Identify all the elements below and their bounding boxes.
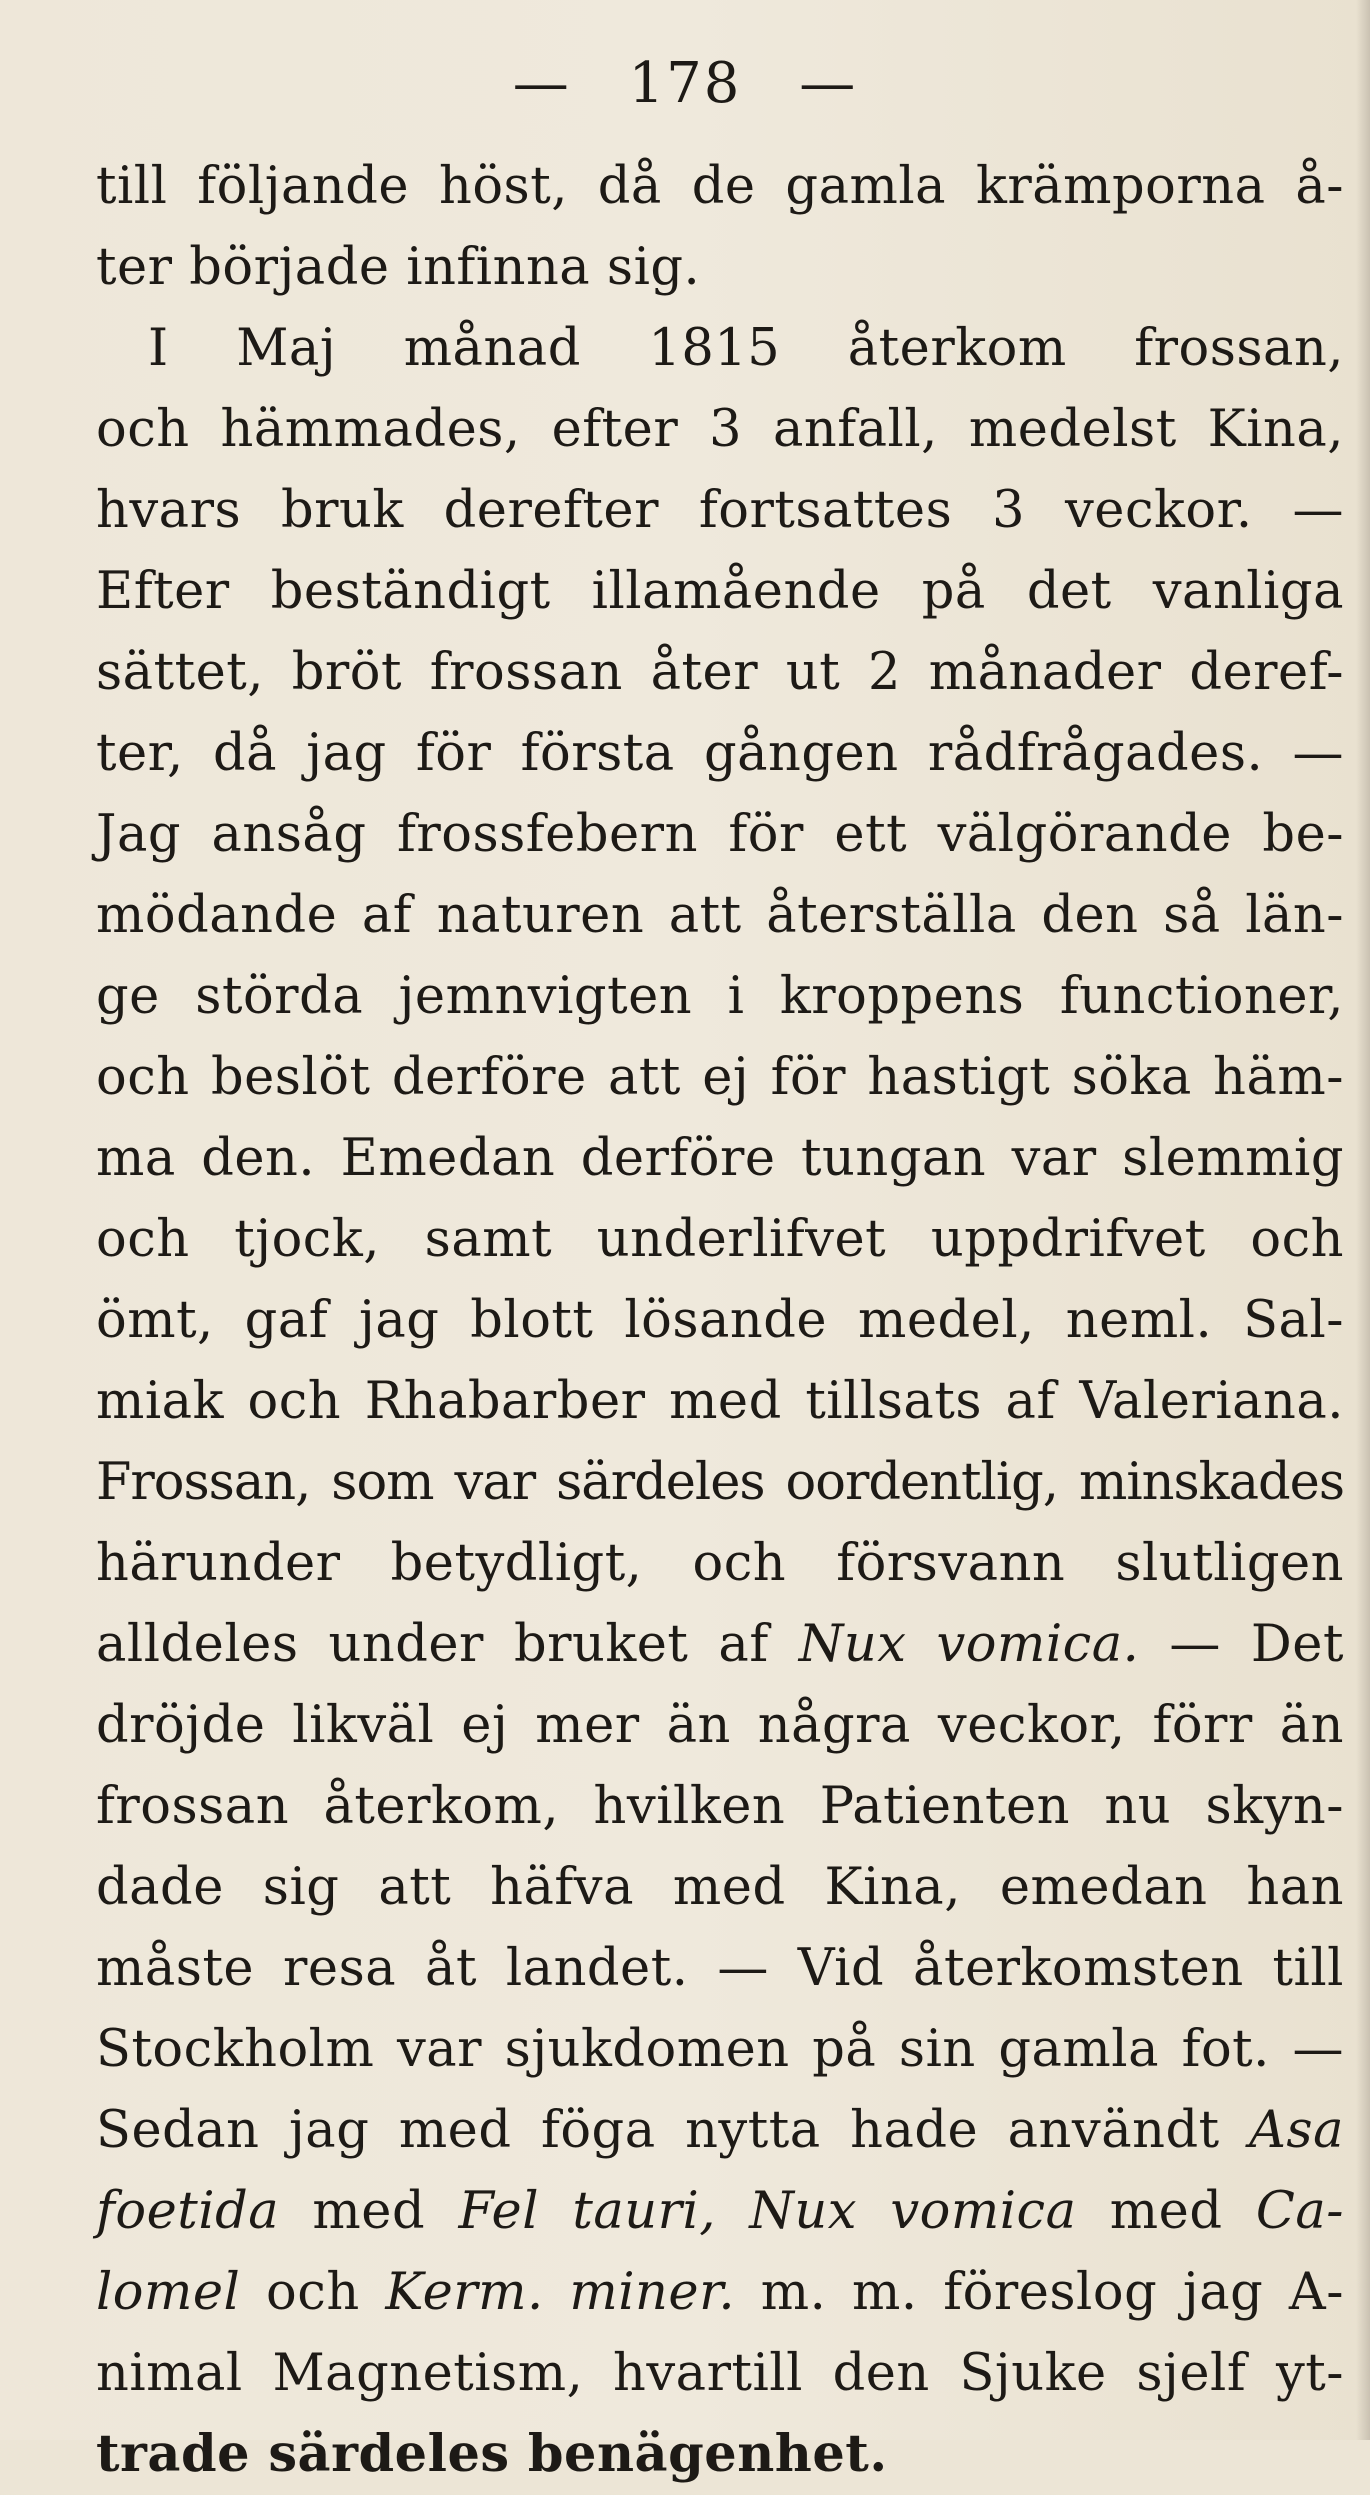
line-text: och tjock, samt underlifvet uppdrifvet och <box>96 1210 1344 1269</box>
line-text: — Det <box>1139 1615 1344 1674</box>
line-text: ömt, gaf jag blott lösande medel, neml. Sal- <box>96 1291 1344 1350</box>
text-line <box>96 875 1344 956</box>
line-text: Sedan jag med föga nytta hade användt <box>96 2101 1250 2160</box>
line-text: med <box>1076 2182 1256 2241</box>
text-line <box>96 1928 1344 2009</box>
text-line <box>96 1685 1344 1766</box>
line-text: dade sig att häfva med Kina, emedan han <box>96 1858 1344 1917</box>
line-text: trade särdeles benägenhet. <box>96 2424 888 2484</box>
text-line <box>96 1037 1344 1118</box>
text-line <box>96 2252 1344 2333</box>
text-line <box>96 1847 1344 1928</box>
line-text: till följande höst, då de gamla krämporna å- <box>96 157 1344 216</box>
text-line <box>96 389 1344 470</box>
line-text: alldeles under bruket af <box>96 1615 799 1674</box>
text-line <box>96 1118 1344 1199</box>
header-dash-left: — <box>512 51 571 116</box>
italic-term: lomel <box>96 2263 241 2322</box>
line-text: ge störda jemnvigten i kroppens functioner, <box>96 967 1344 1026</box>
text-line <box>96 632 1344 713</box>
text-line <box>96 1199 1344 1280</box>
text-line <box>96 713 1344 794</box>
line-text: Frossan, som var särdeles oordentlig, minskades <box>96 1453 1344 1512</box>
text-line <box>96 794 1344 875</box>
text-line <box>96 956 1344 1037</box>
line-text: med <box>279 2182 459 2241</box>
line-text: m. m. föreslog jag A- <box>735 2263 1344 2322</box>
text-line <box>96 308 1344 389</box>
page-number: 178 <box>628 51 742 116</box>
italic-term: Ca- <box>1255 2182 1344 2241</box>
text-line <box>96 1766 1344 1847</box>
italic-term: foetida <box>96 2182 280 2241</box>
text-line <box>96 227 1344 308</box>
line-text: mödande af naturen att återställa den så län- <box>96 886 1344 945</box>
line-text: ter, då jag för första gången rådfrågades. — <box>96 724 1344 783</box>
italic-term: Kerm. miner. <box>385 2263 736 2322</box>
text-line <box>96 146 1344 227</box>
italic-term: Fel tauri, Nux vomica <box>458 2182 1077 2241</box>
line-text: nimal Magnetism, hvartill den Sjuke sjelf yt- <box>96 2344 1344 2403</box>
line-text: Efter beständigt illamående på det vanliga <box>96 562 1344 621</box>
page-header <box>0 52 1370 116</box>
text-line <box>96 1280 1344 1361</box>
italic-term: Asa <box>1249 2101 1344 2160</box>
line-text: miak och Rhabarber med tillsats af Valeriana. <box>96 1372 1344 1431</box>
line-text: frossan återkom, hvilken Patienten nu skyn- <box>96 1777 1344 1836</box>
line-text: Jag ansåg frossfebern för ett välgörande be- <box>96 805 1344 864</box>
line-text: och <box>240 2263 386 2322</box>
text-line <box>96 2414 1344 2495</box>
line-text: ma den. Emedan derföre tungan var slemmig <box>96 1129 1344 1188</box>
text-line <box>96 2009 1344 2090</box>
text-line <box>96 2171 1344 2252</box>
page-edge-shadow <box>1356 0 1370 2440</box>
line-text: hvars bruk derefter fortsattes 3 veckor. — <box>96 481 1344 540</box>
line-text: dröjde likväl ej mer än några veckor, förr än <box>96 1696 1344 1755</box>
line-text: måste resa åt landet. — Vid återkomsten till <box>96 1939 1344 1998</box>
text-line <box>96 551 1344 632</box>
line-text: Stockholm var sjukdomen på sin gamla fot. — <box>96 2020 1344 2079</box>
text-line <box>96 470 1344 551</box>
header-dash-right: — <box>799 51 858 116</box>
italic-term: Nux vomica. <box>798 1615 1140 1674</box>
line-text: och beslöt derföre att ej för hastigt söka häm- <box>96 1048 1344 1107</box>
text-line <box>96 1523 1344 1604</box>
text-line <box>96 2333 1344 2414</box>
line-text: härunder betydligt, och försvann slutligen <box>96 1534 1344 1593</box>
line-text: sättet, bröt frossan åter ut 2 månader deref- <box>96 643 1344 702</box>
text-line <box>96 1361 1344 1442</box>
line-text: ter började infinna sig. <box>96 238 701 297</box>
body-text <box>96 146 1344 2495</box>
text-line <box>96 1442 1344 1523</box>
text-line <box>96 2090 1344 2171</box>
line-text: I Maj månad 1815 återkom frossan, <box>148 319 1344 378</box>
line-text: och hämmades, efter 3 anfall, medelst Kina, <box>96 400 1344 459</box>
text-line <box>96 1604 1344 1685</box>
